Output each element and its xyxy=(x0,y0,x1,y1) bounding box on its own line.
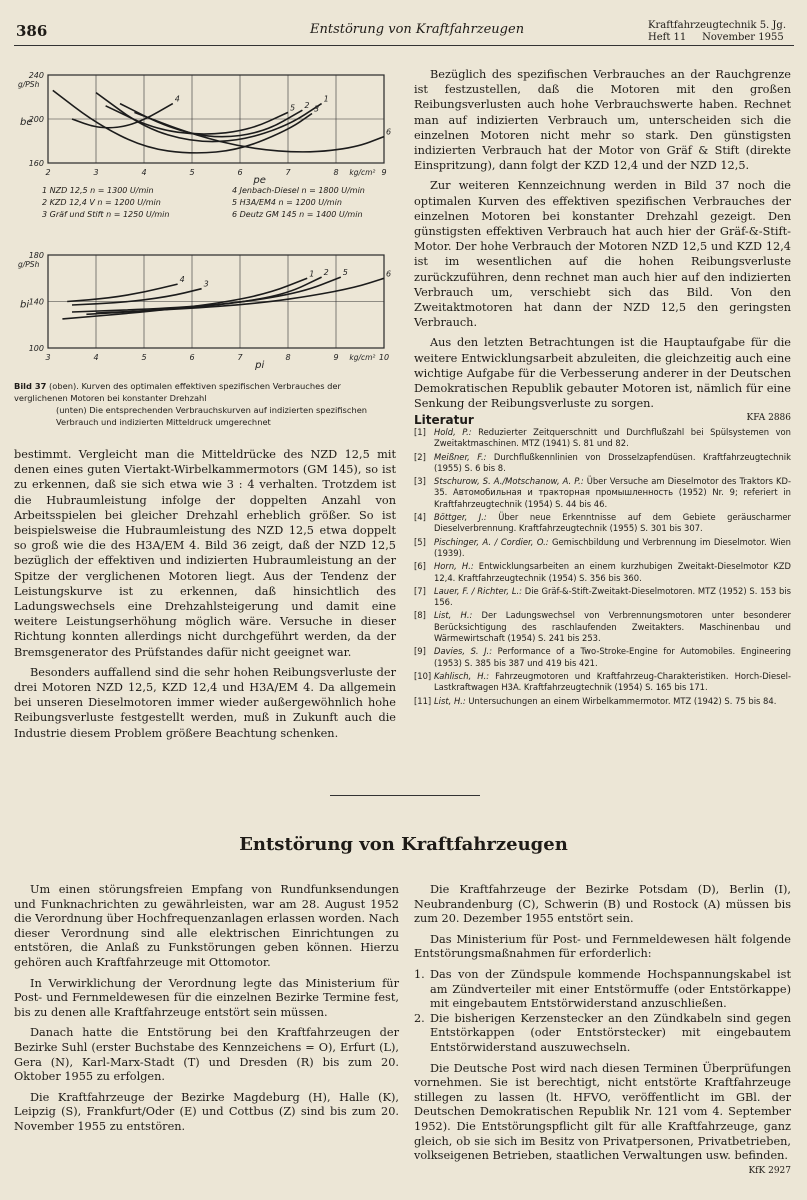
y-tick-label: 100 xyxy=(28,344,44,353)
paragraph: Zur weiteren Kennzeichnung werden in Bild 37 noch die optimalen Kurven des effektiven spezifischen Verbrauches der einzelnen Motoren bei konstanter Drehzahl gezeigt. Den günstigsten effektiven Verbrauch hat auch hier der Gräf-&-Stift-Motor. Der hohe Verbrauch der Motoren NZD 12,5 und KZD 12,4 ist im wesentlichen auf die hohen Reibungsverluste zurückzuführen, denn rechnet man auch hier auf den indizierten Verbrauch um, verschiebt sich das Bild. Von den Zweitaktmotoren hat dann der NZD 12,5 den geringsten Verbrauch. xyxy=(414,179,791,330)
reference-item xyxy=(414,476,791,510)
article-left-column xyxy=(14,883,399,1141)
reference-author: Stschurow, S. A./Motschanow, A. P.: xyxy=(434,476,584,487)
chart-effective-consumption xyxy=(14,65,394,189)
series-line-2 xyxy=(120,104,302,137)
reference-author: Böttger, J.: xyxy=(434,512,487,523)
paragraph: Die Deutsche Post wird nach diesen Terminen Überprüfungen vornehmen. Sie ist berechtigt, nicht entstörte Kraftfahrzeuge stillegen zu lassen (lt. HFVO, veröffentlicht im GBl. der Deutschen Demokratischen Republik Nr. 121 vom 4. September 1952). Die Entstörungspflicht gilt für alle Kraftfahrzeuge, ganz gleich, ob sie sich im Besitz von Privatpersonen, Privatbetrieben, volkseigenen Betrieben, staatlichen Verwaltungen usw. befinden. xyxy=(414,1061,791,1163)
legend-entry: 2 KZD 12,4 V n = 1200 U/min xyxy=(42,198,161,207)
list-item xyxy=(414,1012,791,1056)
references-title: Literatur xyxy=(414,413,474,427)
y-tick-label: 160 xyxy=(28,159,44,168)
paragraph: Aus den letzten Betrachtungen ist die Hauptaufgabe für die weitere Entwicklungsarbeit abzuleiten, die gleichzeitig auch eine wichtige Aufgabe für die Verbesserung anderer in der Deutschen Demokratischen Republik gebauter Motoren ist, nämlich für eine Senkung der Reibungsverluste zu sorgen. xyxy=(414,336,791,411)
reference-number: [7] xyxy=(414,585,426,596)
reference-number: [10] xyxy=(414,670,432,681)
x-axis-label: pi xyxy=(255,360,265,370)
caption-label: Bild 37 xyxy=(14,381,47,391)
series-label-2: 2 xyxy=(304,101,310,111)
paragraph: Das Ministerium für Post- und Fernmeldewesen hält folgende Entstörungsmaßnahmen für erforderlich: xyxy=(414,932,791,961)
x-tick-label: 3 xyxy=(93,168,99,177)
reference-author: Lauer, F. / Richter, L.: xyxy=(434,585,522,596)
reference-number: [6] xyxy=(414,561,426,572)
reference-text: Hold, P.: Reduzierter Zeitquerschnitt und Durchflußzahl bei Spülsystemen von Zweitaktmaschinen. MTZ (1941) S. 81 und 82. xyxy=(434,427,791,449)
reference-author: Pischinger, A. / Cordier, O.: xyxy=(434,536,549,547)
series-line-4 xyxy=(67,284,177,301)
reference-text: Davies, S. J.: Performance of a Two-Stroke-Engine for Automobiles. Engineering (1953) S. 385 bis 387 und 419 bis 421. xyxy=(434,646,791,668)
y-unit-label: g/PSh xyxy=(18,80,40,89)
article-separator xyxy=(330,795,480,796)
reference-number: [4] xyxy=(414,512,426,523)
reference-item xyxy=(414,452,791,475)
chart-effective-svg xyxy=(14,65,394,185)
x-tick-label: 5 xyxy=(141,353,147,362)
legend-entry: 5 H3A/EM4 n = 1200 U/min xyxy=(232,198,342,207)
reference-author: List, H.: xyxy=(434,610,473,621)
signoff: KfK 2927 xyxy=(748,1165,791,1176)
legend-entry: 3 Gräf und Stift n = 1250 U/min xyxy=(42,210,170,219)
x-tick-label: 4 xyxy=(141,168,147,177)
series-label-5: 5 xyxy=(342,268,348,278)
y-axis-label: bi xyxy=(20,299,30,311)
right-column xyxy=(414,67,791,427)
y-tick-label: 140 xyxy=(28,297,44,307)
x-tick-label: 6 xyxy=(189,353,195,362)
series-label-4: 4 xyxy=(179,275,185,285)
series-label-3: 3 xyxy=(203,279,209,289)
reference-author: Kahlisch, H.: xyxy=(434,670,490,681)
x-tick-label: 9 xyxy=(333,353,339,362)
reference-text: Stschurow, S. A./Motschanow, A. P.: Über Versuche am Dieselmotor des Traktors KD-35. Автомобильная и тракторная промышленность (1952) Nr. 9; referiert in Kraftfahrzeugtechnik (1954) S. 44 bis 46. xyxy=(434,476,791,509)
y-tick-label: 240 xyxy=(28,71,44,80)
chart-indicated-consumption xyxy=(14,245,394,374)
reference-item xyxy=(414,696,791,707)
paragraph: bestimmt. Vergleicht man die Mitteldrücke des NZD 12,5 mit denen eines guten Viertakt-Wirbelkammermotors (GM 145), so ist zu erkennen, daß sie sich etwa wie 3 : 4 verhalten. Trotzdem ist die Hubraumleistung infolge der doppelten Anzahl von Arbeitsspielen bei gleicher Drehzahl erheblich größer. So ist beispielsweise die Hubraumleistung des NZD 12,5 etwa doppelt so groß wie die des H3A/EM 4. Bild 36 zeigt, daß der NZD 12,5 bezüglich der effektiven und indizierten Hubraumleistung an der Spitze der verglichenen Motoren liegt. Aus der Tendenz der Leistungskurve ist zu erkennen, daß hinsichtlich des Ladungswechsels eine Drehzahlsteigerung und damit eine weitere Leistungserhöhung möglich wäre. Versuche in dieser Richtung konnten allerdings nicht durchgeführt werden, da der Bremsgenerator des Prüfstandes dafür nicht geeignet war. xyxy=(14,448,396,659)
paragraph: Die Kraftfahrzeuge der Bezirke Magdeburg (H), Halle (K), Leipzig (S), Frankfurt/Oder (E) und Cottbus (Z) sind bis zum 20. November 1955 zu entstören. xyxy=(14,1090,399,1133)
reference-number: [3] xyxy=(414,476,426,487)
reference-text: Böttger, J.: Über neue Erkenntnisse auf dem Gebiete geräuscharmer Dieselverbrennung. Kraftfahrzeugtechnik (1955) S. 301 bis 307. xyxy=(434,512,791,534)
reference-number: [8] xyxy=(414,610,426,621)
list-text: Das von der Zündspule kommende Hochspannungskabel ist am Zündverteiler mit einer Entstörmuffe (oder Entstörkappe) mit eingebautem Entstörwiderstand anzuschließen. xyxy=(430,967,791,1011)
paragraph: Besonders auffallend sind die sehr hohen Reibungsverluste der drei Motoren NZD 12,5, KZD 12,4 und H3A/EM 4. Da allgemein bei unseren Dieselmotoren immer wieder außergewöhnlich hohe Reibungsverluste festgestellt werden, muß in Zukunft auch die Industrie diesem Problem größere Beachtung schenken. xyxy=(14,665,396,740)
chart-indicated-svg xyxy=(14,245,394,370)
series-label-5: 5 xyxy=(290,103,296,113)
legend-entry: 6 Deutz GM 145 n = 1400 U/min xyxy=(232,210,363,219)
running-title: Entstörung von Kraftfahrzeugen xyxy=(310,22,525,37)
list-number: 1. xyxy=(414,967,425,981)
reference-item xyxy=(414,671,791,694)
x-unit-label: kg/cm² xyxy=(349,353,376,362)
journal-line-2: Heft 11 November 1955 xyxy=(648,32,784,43)
x-tick-label: 7 xyxy=(237,353,243,362)
figure-caption xyxy=(14,380,396,428)
reference-item xyxy=(414,586,791,609)
y-tick-label: 200 xyxy=(28,115,44,124)
reference-item xyxy=(414,561,791,584)
x-tick-label: 2 xyxy=(45,168,51,177)
header-rule xyxy=(14,45,794,46)
legend-left xyxy=(42,185,212,221)
x-axis-label: pe xyxy=(253,175,266,185)
list-text: Die bisherigen Kerzenstecker an den Zündkabeln sind gegen Entstörkappen (oder Entstörstecker) mit eingebautem Entstörwiderstand auszuwechseln. xyxy=(430,1011,791,1054)
legend-right xyxy=(232,185,402,221)
x-tick-label: 3 xyxy=(45,353,51,362)
x-tick-label: 6 xyxy=(237,168,243,177)
y-unit-label: g/PSh xyxy=(18,260,40,269)
reference-text: Meißner, F.: Durchflußkennlinien von Drosselzapfendüsen. Kraftfahrzeugtechnik (1955) S. 6 bis 8. xyxy=(434,451,791,473)
series-label-4: 4 xyxy=(174,94,180,104)
x-tick-label: 4 xyxy=(93,353,99,362)
legend-entry: 4 Jenbach-Diesel n = 1800 U/min xyxy=(232,186,365,195)
reference-number: [5] xyxy=(414,536,426,547)
reference-text: List, H.: Der Ladungswechsel von Verbrennungsmotoren unter besonderer Berücksichtigung des raschlaufenden Zweitakters. Maschinenbau und Wärmewirtschaft (1954) S. 241 bis 253. xyxy=(434,610,791,644)
series-line-3 xyxy=(53,90,312,152)
references-list xyxy=(414,427,791,707)
reference-item xyxy=(414,610,791,644)
series-label-1: 1 xyxy=(323,94,329,104)
reference-item xyxy=(414,427,791,450)
journal-line-1: Kraftfahrzeugtechnik 5. Jg. xyxy=(648,20,787,31)
y-axis-label: be xyxy=(20,117,33,128)
list-item xyxy=(414,968,791,1012)
x-tick-label: 9 xyxy=(381,168,387,177)
reference-item xyxy=(414,537,791,560)
x-tick-label: 7 xyxy=(285,168,291,177)
series-label-6: 6 xyxy=(386,127,392,137)
x-tick-label: 5 xyxy=(189,168,195,177)
paragraph: In Verwirklichung der Verordnung legte das Ministerium für Post- und Fernmeldewesen für die einzelnen Bezirke Termine fest, bis zu denen alle Kraftfahrzeuge entstört sein müssen. xyxy=(14,976,399,1019)
signoff: KFA 2886 xyxy=(746,413,791,424)
reference-text: Pischinger, A. / Cordier, O.: Gemischbildung und Verbrennung im Dieselmotor. Wien (1939). xyxy=(434,536,791,558)
reference-author: Meißner, F.: xyxy=(434,451,487,462)
reference-author: List, H.: xyxy=(434,695,466,706)
reference-item xyxy=(414,512,791,535)
series-label-2: 2 xyxy=(323,268,329,278)
x-unit-label: kg/cm² xyxy=(349,168,376,177)
reference-text: Horn, H.: Entwicklungsarbeiten an einem kurzhubigen Zweitakt-Dieselmotor KZD 12,4. Kraftfahrzeugtechnik (1954) S. 356 bis 360. xyxy=(434,561,791,583)
caption-line-1: (oben). Kurven des optimalen effektiven spezifischen Verbrauches der verglichenen Motoren bei konstanter Drehzahl xyxy=(14,381,341,403)
paragraph: Die Kraftfahrzeuge der Bezirke Potsdam (D), Berlin (I), Neubrandenburg (C), Schwerin (B) und Rostock (A) müssen bis zum 20. Dezember 1955 entstört sein. xyxy=(414,883,791,926)
reference-author: Davies, S. J.: xyxy=(434,646,493,657)
reference-number: [1] xyxy=(414,427,426,437)
list-number: 2. xyxy=(414,1011,425,1025)
article-title: Entstörung von Kraftfahrzeugen xyxy=(239,834,568,855)
series-label-1: 1 xyxy=(309,269,315,279)
journal-info xyxy=(648,20,786,44)
x-tick-label: 8 xyxy=(333,168,339,177)
page-number: 386 xyxy=(16,22,48,40)
series-label-6: 6 xyxy=(386,269,392,279)
series-label-3: 3 xyxy=(314,104,320,114)
reference-number: [11] xyxy=(414,695,432,706)
y-tick-label: 180 xyxy=(28,251,44,260)
caption-line-2: (unten) Die entsprechenden Verbrauchskurven auf indizierten spezifischen Verbrauch und indizierten Mitteldruck umgerechnet xyxy=(56,405,368,427)
x-tick-label: 8 xyxy=(285,353,291,362)
references-section xyxy=(414,413,791,709)
reference-number: [9] xyxy=(414,646,426,657)
paragraph: Um einen störungsfreien Empfang von Rundfunksendungen und Funknachrichten zu gewährleisten, war am 28. August 1952 die Verordnung über Hochfrequenzanlagen erlassen worden. Nach dieser Verordnung sind alle elektrischen Einrichtungen zu entstören, die Anlaß zu Funkstörungen geben können. Hierzu gehören auch Kraftfahrzeuge mit Ottomotor. xyxy=(14,883,399,969)
reference-number: [2] xyxy=(414,451,426,462)
x-tick-label: 10 xyxy=(378,353,390,362)
reference-text: Kahlisch, H.: Fahrzeugmotoren und Kraftfahrzeug-Charakteristiken. Horch-Diesel-Lastkraftwagen H3A. Kraftfahrzeugtechnik (1954) S. 165 bis 171. xyxy=(434,670,792,693)
reference-text: List, H.: Untersuchungen an einem Wirbelkammermotor. MTZ (1942) S. 75 bis 84. xyxy=(434,695,777,706)
reference-item xyxy=(414,646,791,669)
paragraph: Danach hatte die Entstörung bei den Kraftfahrzeugen der Bezirke Suhl (erster Buchstabe des Kennzeichens = O), Erfurt (L), Gera (N), Karl-Marx-Stadt (T) und Dresden (R) bis zum 20. Oktober 1955 zu erfolgen. xyxy=(14,1026,399,1084)
series-line-3 xyxy=(72,289,202,305)
article-right-column xyxy=(414,883,791,1178)
legend-entry: 1 NZD 12,5 n = 1300 U/min xyxy=(42,186,154,195)
reference-author: Horn, H.: xyxy=(434,561,474,572)
paragraph: Bezüglich des spezifischen Verbrauches an der Rauchgrenze ist festzustellen, daß die Motoren mit den großen Reibungsverlusten auch hohe Verbrauchswerte haben. Rechnet man auf indizierten Verbrauch um, unterscheiden sich die einzelnen Motoren nicht mehr so stark. Den günstigsten indizierten Verbrauch hat der Motor von Gräf & Stift (direkte Einspritzung), dann folgt der KZD 12,4 und der NZD 12,5. xyxy=(414,68,791,173)
left-column xyxy=(14,447,396,746)
reference-text: Lauer, F. / Richter, L.: Die Gräf-&-Stift-Zweitakt-Dieselmotoren. MTZ (1952) S. 153 bis 156. xyxy=(434,585,791,608)
reference-author: Hold, P.: xyxy=(434,427,472,437)
